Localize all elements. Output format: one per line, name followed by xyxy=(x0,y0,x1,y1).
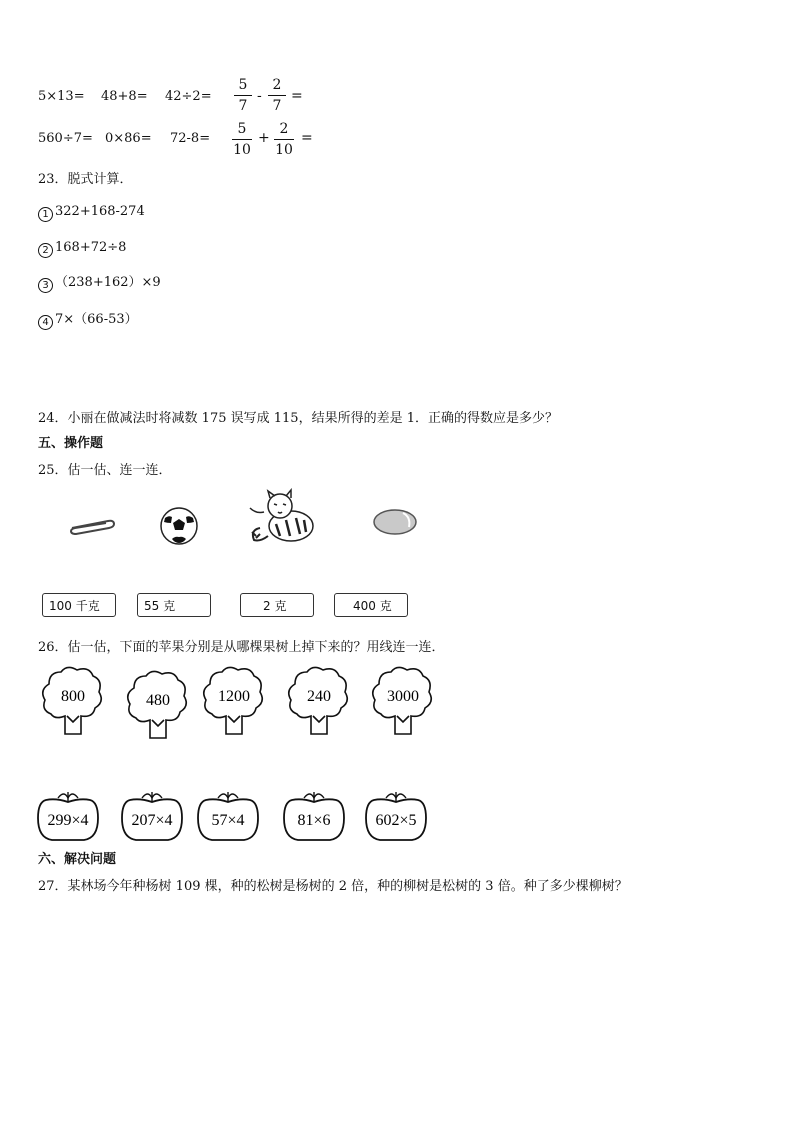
q23-item xyxy=(38,204,145,222)
apple-label: 81×6 xyxy=(297,812,331,829)
tree-icon xyxy=(204,667,263,734)
question-26-title: 26．估一估，下面的苹果分别是从哪棵果树上掉下来的？用线连一连． xyxy=(38,640,445,655)
question-24: 24．小丽在做减法时将减数 175 误写成 115，结果所得的差是 1．正确的得数应是多少？ xyxy=(38,411,558,426)
denominator: 7 xyxy=(238,98,248,114)
q23-item xyxy=(38,308,138,330)
apple-icon xyxy=(198,792,258,840)
apple-icon xyxy=(38,792,98,840)
tree-icon xyxy=(128,671,187,738)
weight-option[interactable]: 100 千克 xyxy=(42,593,116,617)
q23-item xyxy=(38,240,126,258)
question-25-title: 25．估一估、连一连． xyxy=(38,463,172,478)
tree-icon xyxy=(373,667,432,734)
apple-label: 602×5 xyxy=(375,812,417,829)
tree-label: 480 xyxy=(146,692,170,709)
section-title: 五、操作题 xyxy=(38,436,104,451)
apple-row xyxy=(34,786,444,844)
operator: + xyxy=(258,130,270,146)
numerator: 2 xyxy=(279,121,289,137)
circled-number: 2 xyxy=(38,243,53,258)
tree-label: 1200 xyxy=(218,688,250,705)
oral-item: 560÷7= xyxy=(38,131,93,146)
fraction xyxy=(232,120,252,159)
fraction-bar xyxy=(274,139,294,140)
weight-option[interactable]: 400 克 xyxy=(334,593,408,617)
apple-label: 207×4 xyxy=(131,812,173,829)
denominator: 7 xyxy=(272,98,282,114)
apple-icon xyxy=(122,792,182,840)
tree-label: 240 xyxy=(307,688,331,705)
expression: 322+168-274 xyxy=(55,204,145,219)
tree-label: 3000 xyxy=(387,688,419,705)
fraction xyxy=(234,76,252,115)
equals-sign: = xyxy=(301,130,313,146)
coin-icon xyxy=(373,507,419,537)
denominator: 10 xyxy=(275,142,293,158)
operator: - xyxy=(257,88,262,104)
apple-icon xyxy=(284,792,344,840)
fraction-bar xyxy=(232,139,252,140)
paperclip-icon xyxy=(68,516,116,536)
soccer-ball-icon xyxy=(159,506,199,546)
question-23-title: 23．脱式计算． xyxy=(38,172,133,187)
oral-item: 42÷2= xyxy=(165,89,212,104)
q23-item xyxy=(38,271,161,293)
fraction-bar xyxy=(234,95,252,96)
oral-item: 48+8= xyxy=(101,89,148,104)
expression: 7×（66-53） xyxy=(55,312,138,327)
expression: （238+162）×9 xyxy=(55,275,161,290)
circled-number: 1 xyxy=(38,207,53,222)
apple-icon xyxy=(366,792,426,840)
numerator: 5 xyxy=(238,77,248,93)
weight-option[interactable]: 2 克 xyxy=(240,593,314,617)
apple-label: 57×4 xyxy=(211,812,245,829)
tree-icon xyxy=(289,667,348,734)
fraction xyxy=(268,76,286,115)
oral-item: 0×86= xyxy=(105,131,152,146)
question-27: 27．某林场今年种杨树 109 棵，种的松树是杨树的 2 倍，种的柳树是松树的 3 倍。种了多少棵柳树？ xyxy=(38,879,628,894)
fraction-bar xyxy=(268,95,286,96)
circled-number: 4 xyxy=(38,315,53,330)
tree-icon xyxy=(43,667,102,734)
apple-label: 299×4 xyxy=(47,812,89,829)
section-title: 六、解决问题 xyxy=(38,852,117,867)
equals-sign: = xyxy=(291,88,303,104)
expression: 168+72÷8 xyxy=(55,240,127,255)
numerator: 2 xyxy=(272,77,282,93)
fraction xyxy=(274,120,294,159)
denominator: 10 xyxy=(233,142,251,158)
oral-item: 5×13= xyxy=(38,89,85,104)
oral-item: 72-8= xyxy=(170,131,211,146)
tiger-icon xyxy=(246,488,322,546)
tree-row xyxy=(36,664,456,744)
numerator: 5 xyxy=(237,121,247,137)
tree-label: 800 xyxy=(61,688,85,705)
circled-number: 3 xyxy=(38,278,53,293)
weight-option[interactable]: 55 克 xyxy=(137,593,211,617)
